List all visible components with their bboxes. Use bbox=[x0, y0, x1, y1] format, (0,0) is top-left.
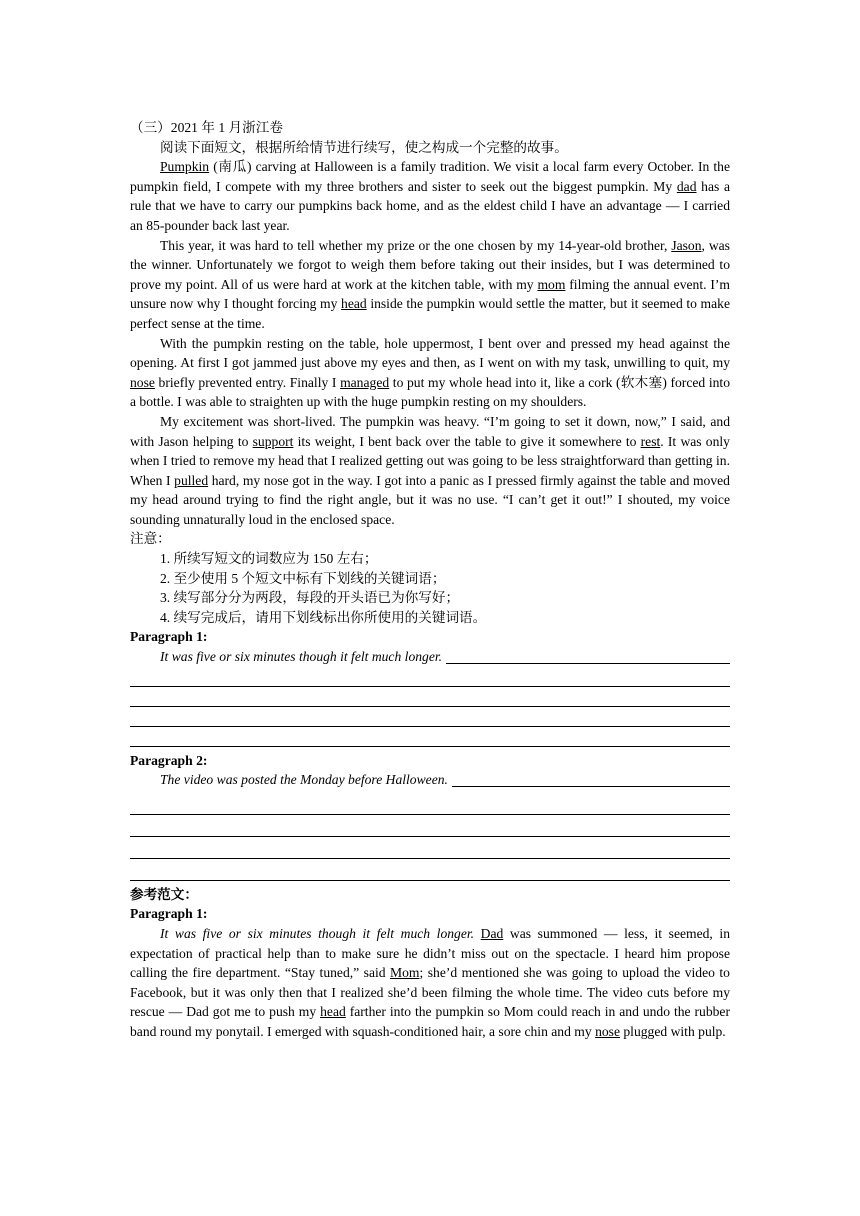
story-paragraph-2: This year, it was hard to tell whether my prize or the one chosen by my 14-year-old brother, Jason, was the winner. Unfortunately we forgot to weigh them before taking out their insides, but I was determined to prove my point. All of us were hard at work at the kitchen table, with my mom filming the annual event. I’m unsure now why I thought forcing my head inside the pumpkin would settle the matter, but it seemed to make perfect sense at the time. bbox=[130, 237, 731, 331]
writing-blank[interactable] bbox=[452, 772, 730, 787]
writing-line[interactable] bbox=[130, 667, 730, 687]
writing-line[interactable] bbox=[130, 727, 730, 747]
story-paragraph-1: Pumpkin (南瓜) carving at Halloween is a family tradition. We visit a local farm every October. In the pumpkin field, I compete with my three brothers and sister to seek out the biggest pumpkin. My dad has a rule that we have to carry our pumpkins back home, and as the eldest child I have an advantage — I carried an 85-pounder back last year. bbox=[130, 159, 731, 233]
keyword-rest: rest bbox=[640, 433, 661, 449]
writing-line[interactable] bbox=[130, 815, 730, 837]
source-heading: （三）2021 年 1 月浙江卷 bbox=[130, 120, 283, 135]
note-item: 4. 续写完成后，请用下划线标出你所使用的关键词语。 bbox=[160, 609, 487, 625]
keyword-managed: managed bbox=[340, 374, 390, 390]
sample-paragraph-label: Paragraph 1: bbox=[130, 906, 208, 922]
sample-title: 参考范文： bbox=[130, 886, 198, 902]
instruction: 阅读下面短文，根据所给情节进行续写，使之构成一个完整的故事。 bbox=[160, 139, 568, 155]
keyword-pumpkin: Pumpkin bbox=[160, 159, 210, 175]
writing-line[interactable] bbox=[130, 707, 730, 727]
keyword-head: head bbox=[341, 296, 367, 312]
keyword-support: support bbox=[252, 433, 294, 449]
writing-line[interactable] bbox=[130, 859, 730, 881]
keyword-head: head bbox=[320, 1004, 346, 1020]
keyword-pulled: pulled bbox=[174, 472, 209, 488]
note-item: 2. 至少使用 5 个短文中标有下划线的关键词语； bbox=[160, 570, 446, 586]
keyword-mom: mom bbox=[537, 276, 566, 292]
keyword-dad: dad bbox=[676, 178, 697, 194]
keyword-jason: Jason bbox=[671, 237, 702, 253]
notes-title: 注意： bbox=[130, 531, 171, 547]
story-paragraph-3: With the pumpkin resting on the table, hole uppermost, I bent over and pressed my head against the opening. At first I got jammed just above my eyes and then, as I went on with my task, unwilling to quit, my nose briefly prevented entry. Finally I managed to put my whole head into it, like a cork (软木塞) forced into a bottle. I was able to straighten up with the huge pumpkin resting on my shoulders. bbox=[130, 335, 730, 410]
note-item: 1. 所续写短文的词数应为 150 左右； bbox=[160, 551, 378, 567]
paragraph-2-first-line bbox=[130, 770, 730, 790]
paragraph-2-label: Paragraph 2: bbox=[130, 752, 208, 768]
note-item: 3. 续写部分分为两段，每段的开头语已为你写好； bbox=[160, 590, 460, 606]
keyword-nose: nose bbox=[595, 1023, 620, 1039]
writing-line[interactable] bbox=[130, 687, 730, 707]
writing-blank[interactable] bbox=[446, 649, 730, 664]
paragraph-2-opening: The video was posted the Monday before Halloween. bbox=[160, 772, 448, 788]
keyword-nose: nose bbox=[130, 374, 155, 390]
paragraph-1-label: Paragraph 1: bbox=[130, 629, 208, 645]
sample-paragraph-text: It was five or six minutes though it felt much longer. Dad was summoned — less, it seemed, in expectation of practical help than to make sure he didn’t miss out on the spectacle. I heard him propose calling the fire department. “Stay tuned,” said Mom; she’d mentioned she was going to upload the video to Facebook, but it was only then that I realized she’d been filming the whole time. The video cuts before my rescue — Dad got me to push my head farther into the pumpkin so Mom could reach in and undo the rubber band round my ponytail. I emerged with squash-conditioned hair, a sore chin and my nose plugged with pulp. bbox=[130, 926, 730, 1039]
keyword-dad: Dad bbox=[480, 926, 504, 941]
story-paragraph-4: My excitement was short-lived. The pumpkin was heavy. “I’m going to set it down, now,” I said, and with Jason helping to support its weight, I bent back over the table to give it somewhere to rest. It was only when I tried to remove my head that I realized getting out was going to be less straightforward than getting in. When I pulled hard, my nose got in the way. I got into a panic as I pressed firmly against the table and moved my head around trying to find the right angle, but it was no use. “I can’t get it out!” I shouted, my voice sounding unnaturally loud in the enclosed space. bbox=[130, 413, 730, 527]
paragraph-1-first-line bbox=[130, 647, 730, 667]
notes-list bbox=[130, 549, 730, 627]
keyword-mom: Mom bbox=[390, 965, 420, 981]
writing-line[interactable] bbox=[130, 837, 730, 859]
paragraph-1-opening: It was five or six minutes though it felt much longer. bbox=[160, 649, 443, 665]
writing-line[interactable] bbox=[130, 790, 730, 815]
document-page bbox=[130, 118, 730, 1042]
